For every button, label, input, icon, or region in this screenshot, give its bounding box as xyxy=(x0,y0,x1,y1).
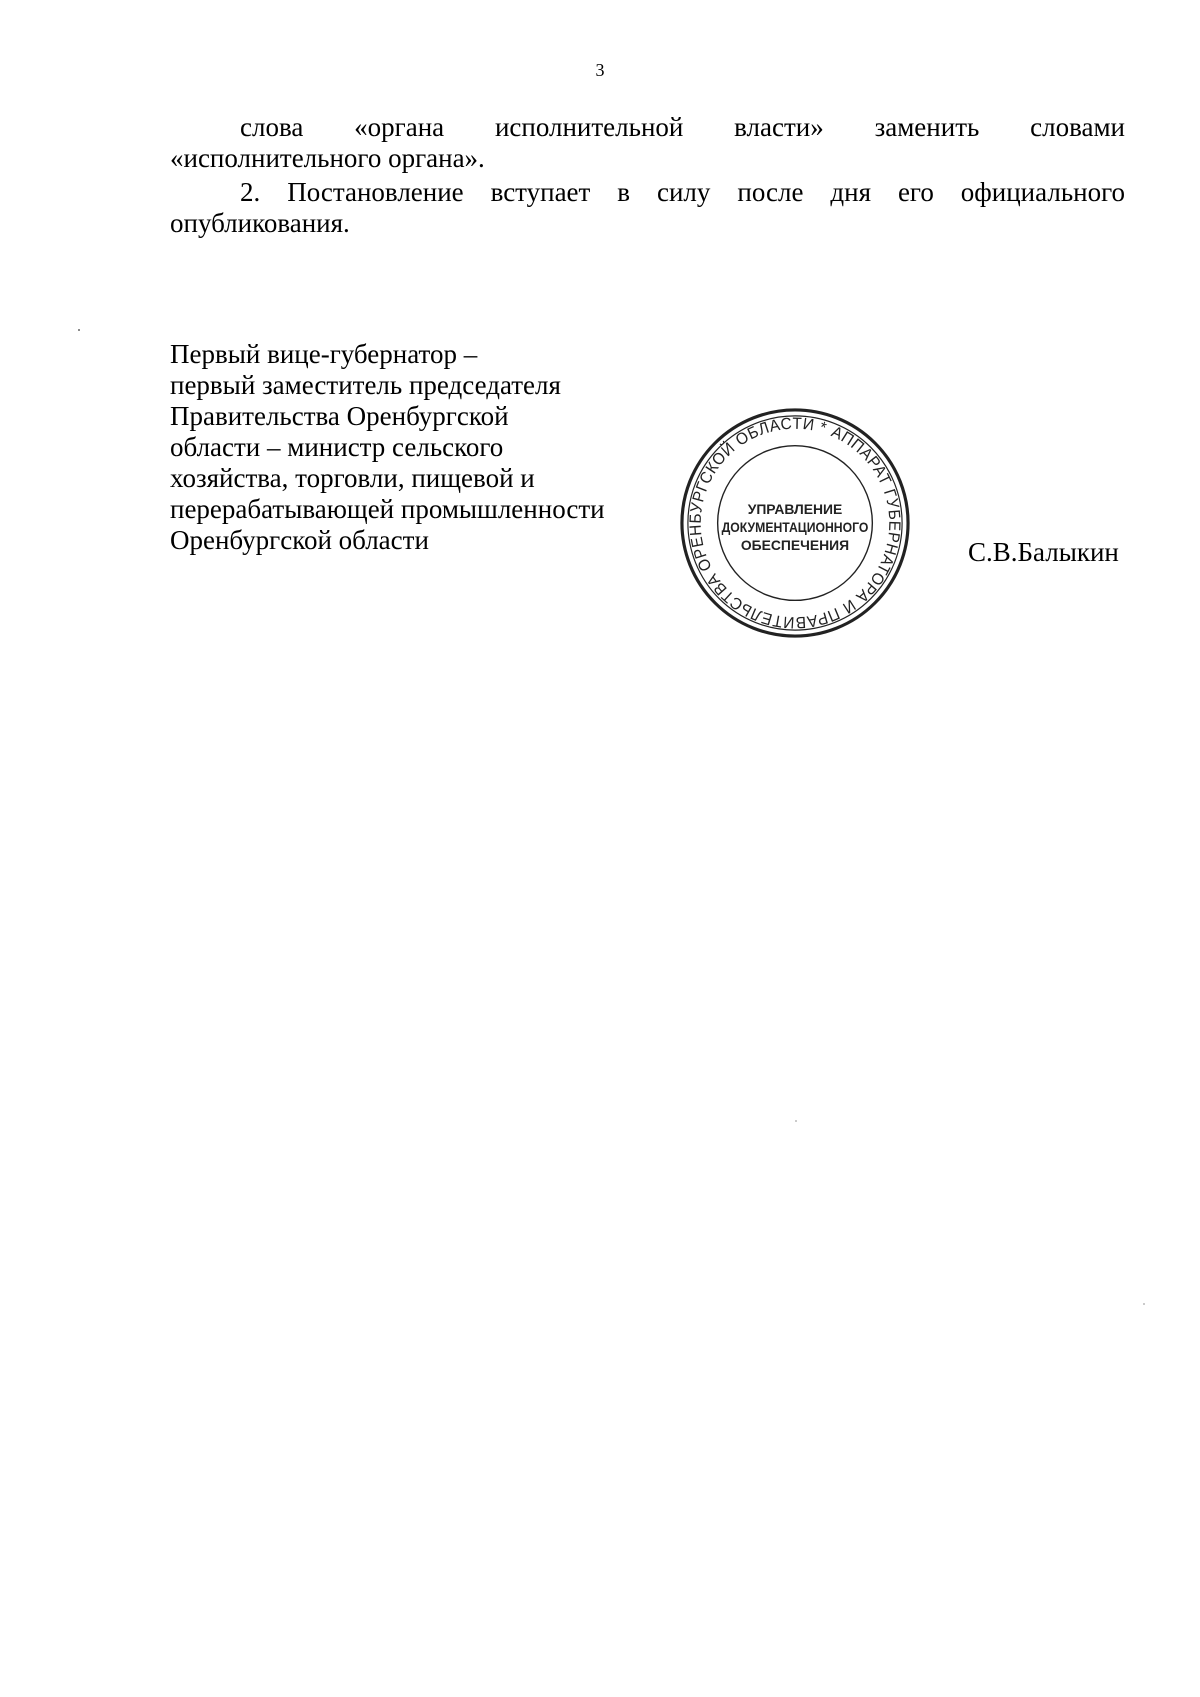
scan-speck xyxy=(78,329,80,331)
signer-line: области – министр сельского xyxy=(170,432,504,462)
paragraph-1-line-1: слова «органа исполнительной власти» заменить словами xyxy=(240,112,1125,142)
page-number: 3 xyxy=(595,60,605,80)
scan-speck xyxy=(795,1120,797,1122)
paragraph-1 xyxy=(170,112,1125,174)
signer-line: хозяйства, торговли, пищевой и xyxy=(170,463,535,493)
signer-line: перерабатывающей промышленности xyxy=(170,494,605,524)
scan-speck xyxy=(1143,1303,1145,1305)
signer-line: Оренбургской области xyxy=(170,525,429,555)
paragraph-2-line-2: опубликования. xyxy=(170,208,350,238)
stamp-ring-text-path: АППАРАТ ГУБЕРНАТОРА И ПРАВИТЕЛЬСТВА ОРЕНБУРГСКОЙ ОБЛАСТИ * xyxy=(686,414,904,632)
signer-line: Правительства Оренбургской xyxy=(170,401,509,431)
official-stamp xyxy=(676,404,914,642)
stamp-center-line-1: УПРАВЛЕНИЕ xyxy=(747,501,843,518)
signer-line: первый заместитель председателя xyxy=(170,370,561,400)
signature-name: С.В.Балыкин xyxy=(968,537,1119,567)
stamp-center-line-3: ОБЕСПЕЧЕНИЯ xyxy=(740,536,850,553)
stamp-center-line-2: ДОКУМЕНТАЦИОННОГО xyxy=(721,518,869,535)
signer-position xyxy=(170,339,605,556)
paragraph-2-line-1: 2. Постановление вступает в силу после дня его официального xyxy=(240,177,1125,207)
paragraph-1-line-2: «исполнительного органа». xyxy=(170,143,485,173)
signer-line: Первый вице-губернатор – xyxy=(170,339,478,369)
paragraph-2 xyxy=(170,177,1125,239)
